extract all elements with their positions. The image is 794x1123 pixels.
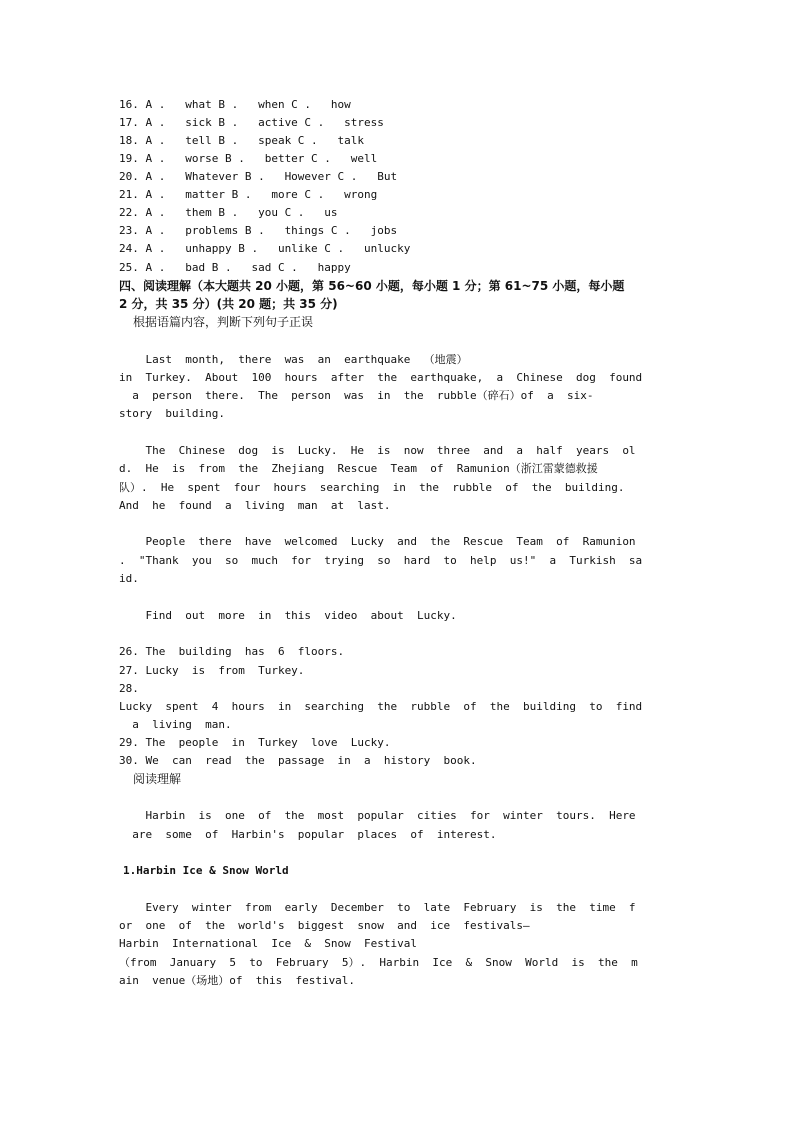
reading2-title: 阅读理解 — [133, 772, 182, 786]
reading2-intro-line1: Harbin is one of the most popular cities for winter tours. Here — [119, 809, 636, 822]
option-line-16: 16. A . what B . when C . how — [119, 98, 351, 111]
passage1-line: a person there. The person was in the rubble（碎石）of a six- — [119, 389, 594, 402]
passage1-line: in Turkey. About 100 hours after the earthquake, a Chinese dog found — [119, 371, 643, 384]
reading2-item1-line: ain venue（场地）of this festival. — [119, 974, 356, 987]
passage1-line: story building. — [119, 407, 225, 420]
reading2-item1-line: or one of the world's biggest snow and ice festivals— — [119, 919, 530, 932]
passage1-line: Last month, there was an earthquake （地震） — [119, 353, 468, 366]
option-line-25: 25. A . bad B . sad C . happy — [119, 261, 351, 274]
option-line-21: 21. A . matter B . more C . wrong — [119, 188, 378, 201]
option-line-18: 18. A . tell B . speak C . talk — [119, 134, 365, 147]
statement-28-number: 28. — [119, 682, 139, 695]
reading2-intro-line2: are some of Harbin's popular places of interest. — [119, 828, 497, 841]
statement-28-line1: Lucky spent 4 hours in searching the rubble of the building to find — [119, 700, 643, 713]
passage1-line: And he found a living man at last. — [119, 499, 391, 512]
option-line-22: 22. A . them B . you C . us — [119, 206, 338, 219]
section-heading-line2: 2 分，共 35 分）(共 20 题；共 35 分) — [119, 297, 338, 311]
statement-27: 27. Lucky is from Turkey. — [119, 664, 305, 677]
passage1-line: Find out more in this video about Lucky. — [119, 609, 457, 622]
option-line-24: 24. A . unhappy B . unlike C . unlucky — [119, 242, 411, 255]
passage1-line: . "Thank you so much for trying so hard to help us!" a Turkish sa — [119, 554, 643, 567]
option-line-19: 19. A . worse B . better C . well — [119, 152, 378, 165]
option-line-17: 17. A . sick B . active C . stress — [119, 116, 384, 129]
reading2-item1-line: Harbin International Ice & Snow Festival — [119, 937, 418, 950]
option-line-20: 20. A . Whatever B . However C . But — [119, 170, 398, 183]
passage1-line: id. — [119, 572, 139, 585]
passage1-line: People there have welcomed Lucky and the Rescue Team of Ramunion — [119, 535, 636, 548]
passage1-line: d. He is from the Zhejiang Rescue Team of Ramunion（浙江雷蒙德救援 — [119, 462, 598, 475]
section-heading-line1: 四、阅读理解（本大题共 20 小题，第 56~60 小题，每小题 1 分；第 61~75 小题，每小题 — [119, 279, 625, 293]
statement-28-line2: a living man. — [119, 718, 232, 731]
reading2-item1-line: Every winter from early December to late February is the time f — [119, 901, 636, 914]
section-instruction: 根据语篇内容，判断下列句子正误 — [133, 315, 314, 329]
option-line-23: 23. A . problems B . things C . jobs — [119, 224, 398, 237]
reading2-item1-title: 1.Harbin Ice & Snow World — [123, 864, 289, 877]
reading2-item1-line: （from January 5 to February 5）. Harbin Ice & Snow World is the m — [119, 956, 638, 969]
statement-26: 26. The building has 6 floors. — [119, 645, 345, 658]
statement-30: 30. We can read the passage in a history book. — [119, 754, 477, 767]
passage1-line: 队）. He spent four hours searching in the rubble of the building. — [119, 481, 625, 494]
passage1-line: The Chinese dog is Lucky. He is now three and a half years ol — [119, 444, 636, 457]
statement-29: 29. The people in Turkey love Lucky. — [119, 736, 391, 749]
